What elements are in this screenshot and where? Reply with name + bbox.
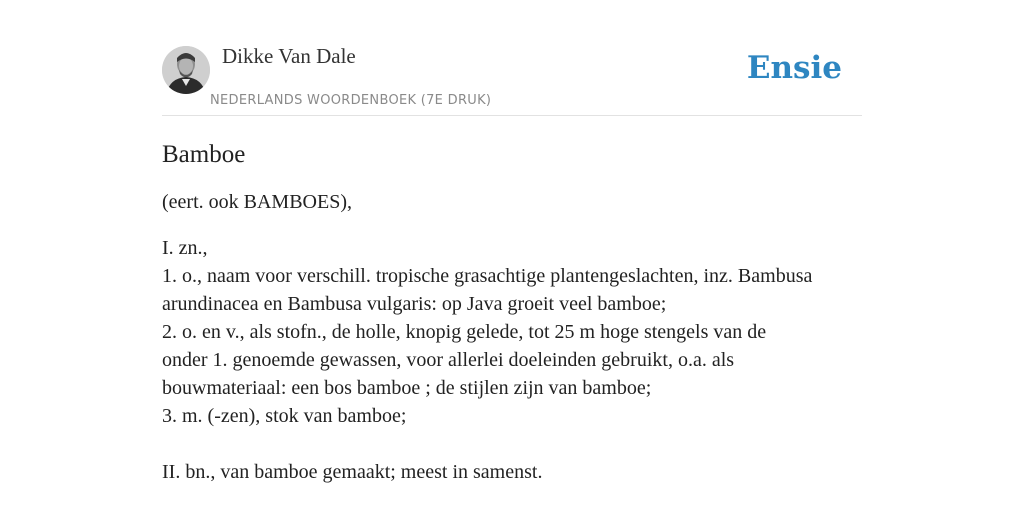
ensie-logo[interactable]: Ensie (746, 50, 842, 86)
definition-line: II. bn., van bamboe gemaakt; meest in samenst. (162, 461, 543, 483)
definition-section (162, 458, 862, 486)
definition-line: bouwmateriaal: een bos bamboe ; de stijlen zijn van bamboe; (162, 377, 652, 399)
definition-line: onder 1. genoemde gewassen, voor allerlei doeleinden gebruikt, o.a. als (162, 349, 735, 371)
definition-section (162, 234, 862, 430)
entry-variant: (eert. ook BAMBOES), (162, 191, 352, 213)
entry-headword: Bamboe (162, 141, 246, 168)
definition-line: 3. m. (-zen), stok van bamboe; (162, 405, 407, 427)
section-spacer (162, 430, 862, 458)
source-title[interactable]: NEDERLANDS WOORDENBOEK (7E DRUK) (210, 93, 492, 108)
author-name[interactable]: Dikke Van Dale (222, 44, 356, 68)
header (162, 0, 862, 116)
portrait-icon (162, 46, 210, 94)
definition-line: I. zn., (162, 237, 208, 259)
dictionary-entry (162, 138, 862, 486)
definition-line: arundinacea en Bambusa vulgaris: op Java groeit veel bamboe; (162, 293, 667, 315)
author-avatar[interactable] (162, 46, 210, 94)
definition-line: 2. o. en v., als stofn., de holle, knopig gelede, tot 25 m hoge stengels van de (162, 321, 767, 343)
definition-line: 1. o., naam voor verschill. tropische grasachtige plantengeslachten, inz. Bambusa (162, 265, 813, 287)
